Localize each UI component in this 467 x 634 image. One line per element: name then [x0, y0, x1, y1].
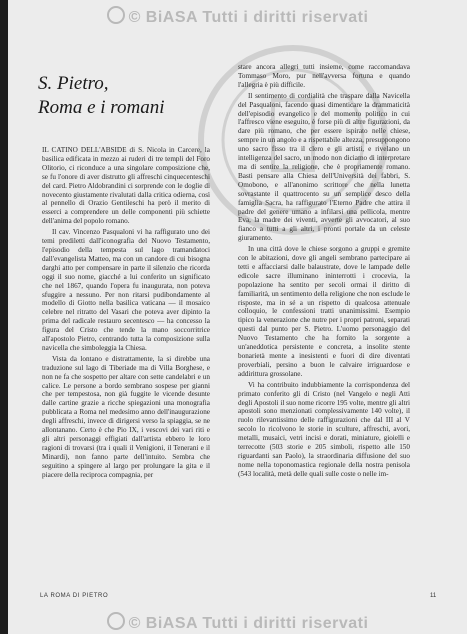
watermark-text: © BiASA Tutti i diritti riservati — [128, 615, 369, 632]
watermark-text: © BiASA Tutti i diritti riservati — [128, 9, 369, 26]
paragraph: In una città dove le chiese sorgono a gruppi e gremite con le abitazioni, dove gli angeli sembrano partecipare ai tetti e affacciarsi dalle balaustrate, dove le lampade delle edicole sacre illuminano ininterrotti i crocevia, la popolazione ha sentito per secoli ormai il diritto di familiarità, un sentimento della religione che non esclude le risposte, ma in sé a un rispetto di qualcosa attenuale colloquio, le confessioni tratti unanimissimi. Esempio tipico la venerazione che nutre per i propri patroni, separati questi dal punto per S. Pietro. L'uomo personaggio del Nuovo Testamento che ha fornito la sorgente a un'aneddotica persistente e concreta, a insolite stente bonarietà mente a inesistenti e fuori di dire diventati proverbiali, persino a buon le calvaire irriguardose e addirittura grossolane. — [238, 245, 410, 378]
watermark-bottom — [8, 612, 467, 633]
paragraph: IL CATINO DELL'ABSIDE di S. Nicola in Carcere, la basilica edificata in mezzo ai ruderi di tre templi del Foro Olitorio, ci riconduce a una singolare composizione che, se fu l'onore di aver distrutto gli affreschi cinquecenteschi del card. Pietro Aldobrandini ci sorprende con le doglie di novecento giustamente rivalutati dalla critica odierna, così al pennello di Orazio Gentileschi ha però il merito di esserci a comprendere un delle componenti più schiette dell'anima del popolo romano. — [42, 146, 210, 226]
copyright-logo-icon — [107, 612, 125, 630]
copyright-logo-icon — [107, 6, 125, 24]
right-column — [238, 63, 410, 481]
left-column — [42, 146, 210, 482]
running-footer: LA ROMA DI PIETRO — [40, 593, 109, 599]
paragraph: Vista da lontano e distrattamente, la si direbbe una traduzione sul lago di Tiberiade ma di Villa Borghese, e non ne fa che sospetto per altare con sette candelabri e un calice. Le persone a bordo sembrano sospese per gianni che per tempestosa, non già fuggite le vicende desunte dalle cartine grazie a ricche spiegazioni una monografia pubblicata a Roma nel medesimo anno dell'inaugurazione degli affreschi, invece di dirigersi verso la spiaggia, se ne allontanano. Certo è che Pio IX, i vescovi dei vari riti e gli altri personaggi effigiati dall'artista ebbero le loro ragioni di trovarsi (tra i quali il Venigioni, il Tenerani e il Minardi), non fanno parte dell'intuito. Sembra che seguitino a spingere al largo per prolungare la gita e il piacere della reciproca compagnia, per — [42, 354, 210, 479]
watermark-top — [8, 6, 467, 27]
page-number: 11 — [430, 593, 437, 599]
title-line-2: Roma e i romani — [38, 97, 165, 118]
paragraph: Il sentimento di cordialità che traspare dalla Navicella del Pasqualoni, facendo quasi dimenticare la drammaticità dell'episodio evangelico e del momento politico in cui l'affresco viene eseguito, è forse più di altre figurazioni, da dare più romano, che per essere ispirato nelle chiese, sempre in un angolo e a rispettabile altezza, presuppongono uno sacro fisso tra il clero e gli artisti, e rivelano un intelligenza del sacro, un modo non diciamo di interpretare ma di sentire la religione, che è propriamente romano. Basti pensare alla Chiesa dell'Università dei fabbri, S. Omobono, e all'anonimo scrittore che nella lunetta sovrastante il quattrocento su un semplice desco della famiglia Sacra, ha raffigurato l'Eterno Padre che attira il padre del genere umano a infilarsi una pellicola, mentre Eva, la madre dei viventi, avverte gli avvocatori, al suo fianco a tutti a gli altri, i pronti portale da un celeste giuramento. — [238, 91, 410, 243]
title-line-1: S. Pietro, — [38, 73, 109, 94]
paragraph: Vi ha contribuito indubbiamente la corrispondenza del primato conferito gli di Cristo (nel Vangelo e negli Atti degli Apostoli il suo nome ricorre 195 volte, mentre gli altri apostoli sono menzionati complessivamente 140 volte), il ruolo rilevantissimo delle raffigurazioni che dal III al V secolo lo ricolvono le storie in sculture, affreschi, avori, metalli, musaici, vetri incisi e dorati, miniature, gioielli e terrecotte (503 storie e 205 simboli, rispetto alle 150 riguardanti san Paolo), la straordinaria diffusione del suo nome nella toponomastica regionale della nostra penisola (543 località, metà delle quali sulle coste o nelle im- — [238, 380, 410, 478]
paragraph: stare ancora allegri tutti insieme, come raccomandava Tommaso Moro, pur nell'avversa fortuna e quando l'allegria è più difficile. — [238, 63, 410, 89]
article-title — [38, 72, 208, 120]
paragraph: Il cav. Vincenzo Pasqualoni vi ha raffigurato uno dei temi prediletti dall'iconografia del Nuovo Testamento, l'episodio della tempesta sul lago tramandatoci dall'evangelista Matteo, ma con un candore di cui bisogna darghi atto per compensare in parte il silenzio che ricorda oggi il suo nome, giacché a lui conferito un significato che nel 1867, quando l'opera fu inaugurata, non poteva sfuggire a nessuno. Per non ritarsi pudibondamente al modello di Giotto nella basilica vaticana — il mosaico celebre nel ritratto del Vasari che poteva aver dipinto la prima del radicale restauro secentesco — ha concesso la figura del Cristo che tende la mano soccorritrice all'apostolo Pietro, centrando tutta la composizione sulla navicella che simboleggia la Chiesa. — [42, 228, 210, 352]
